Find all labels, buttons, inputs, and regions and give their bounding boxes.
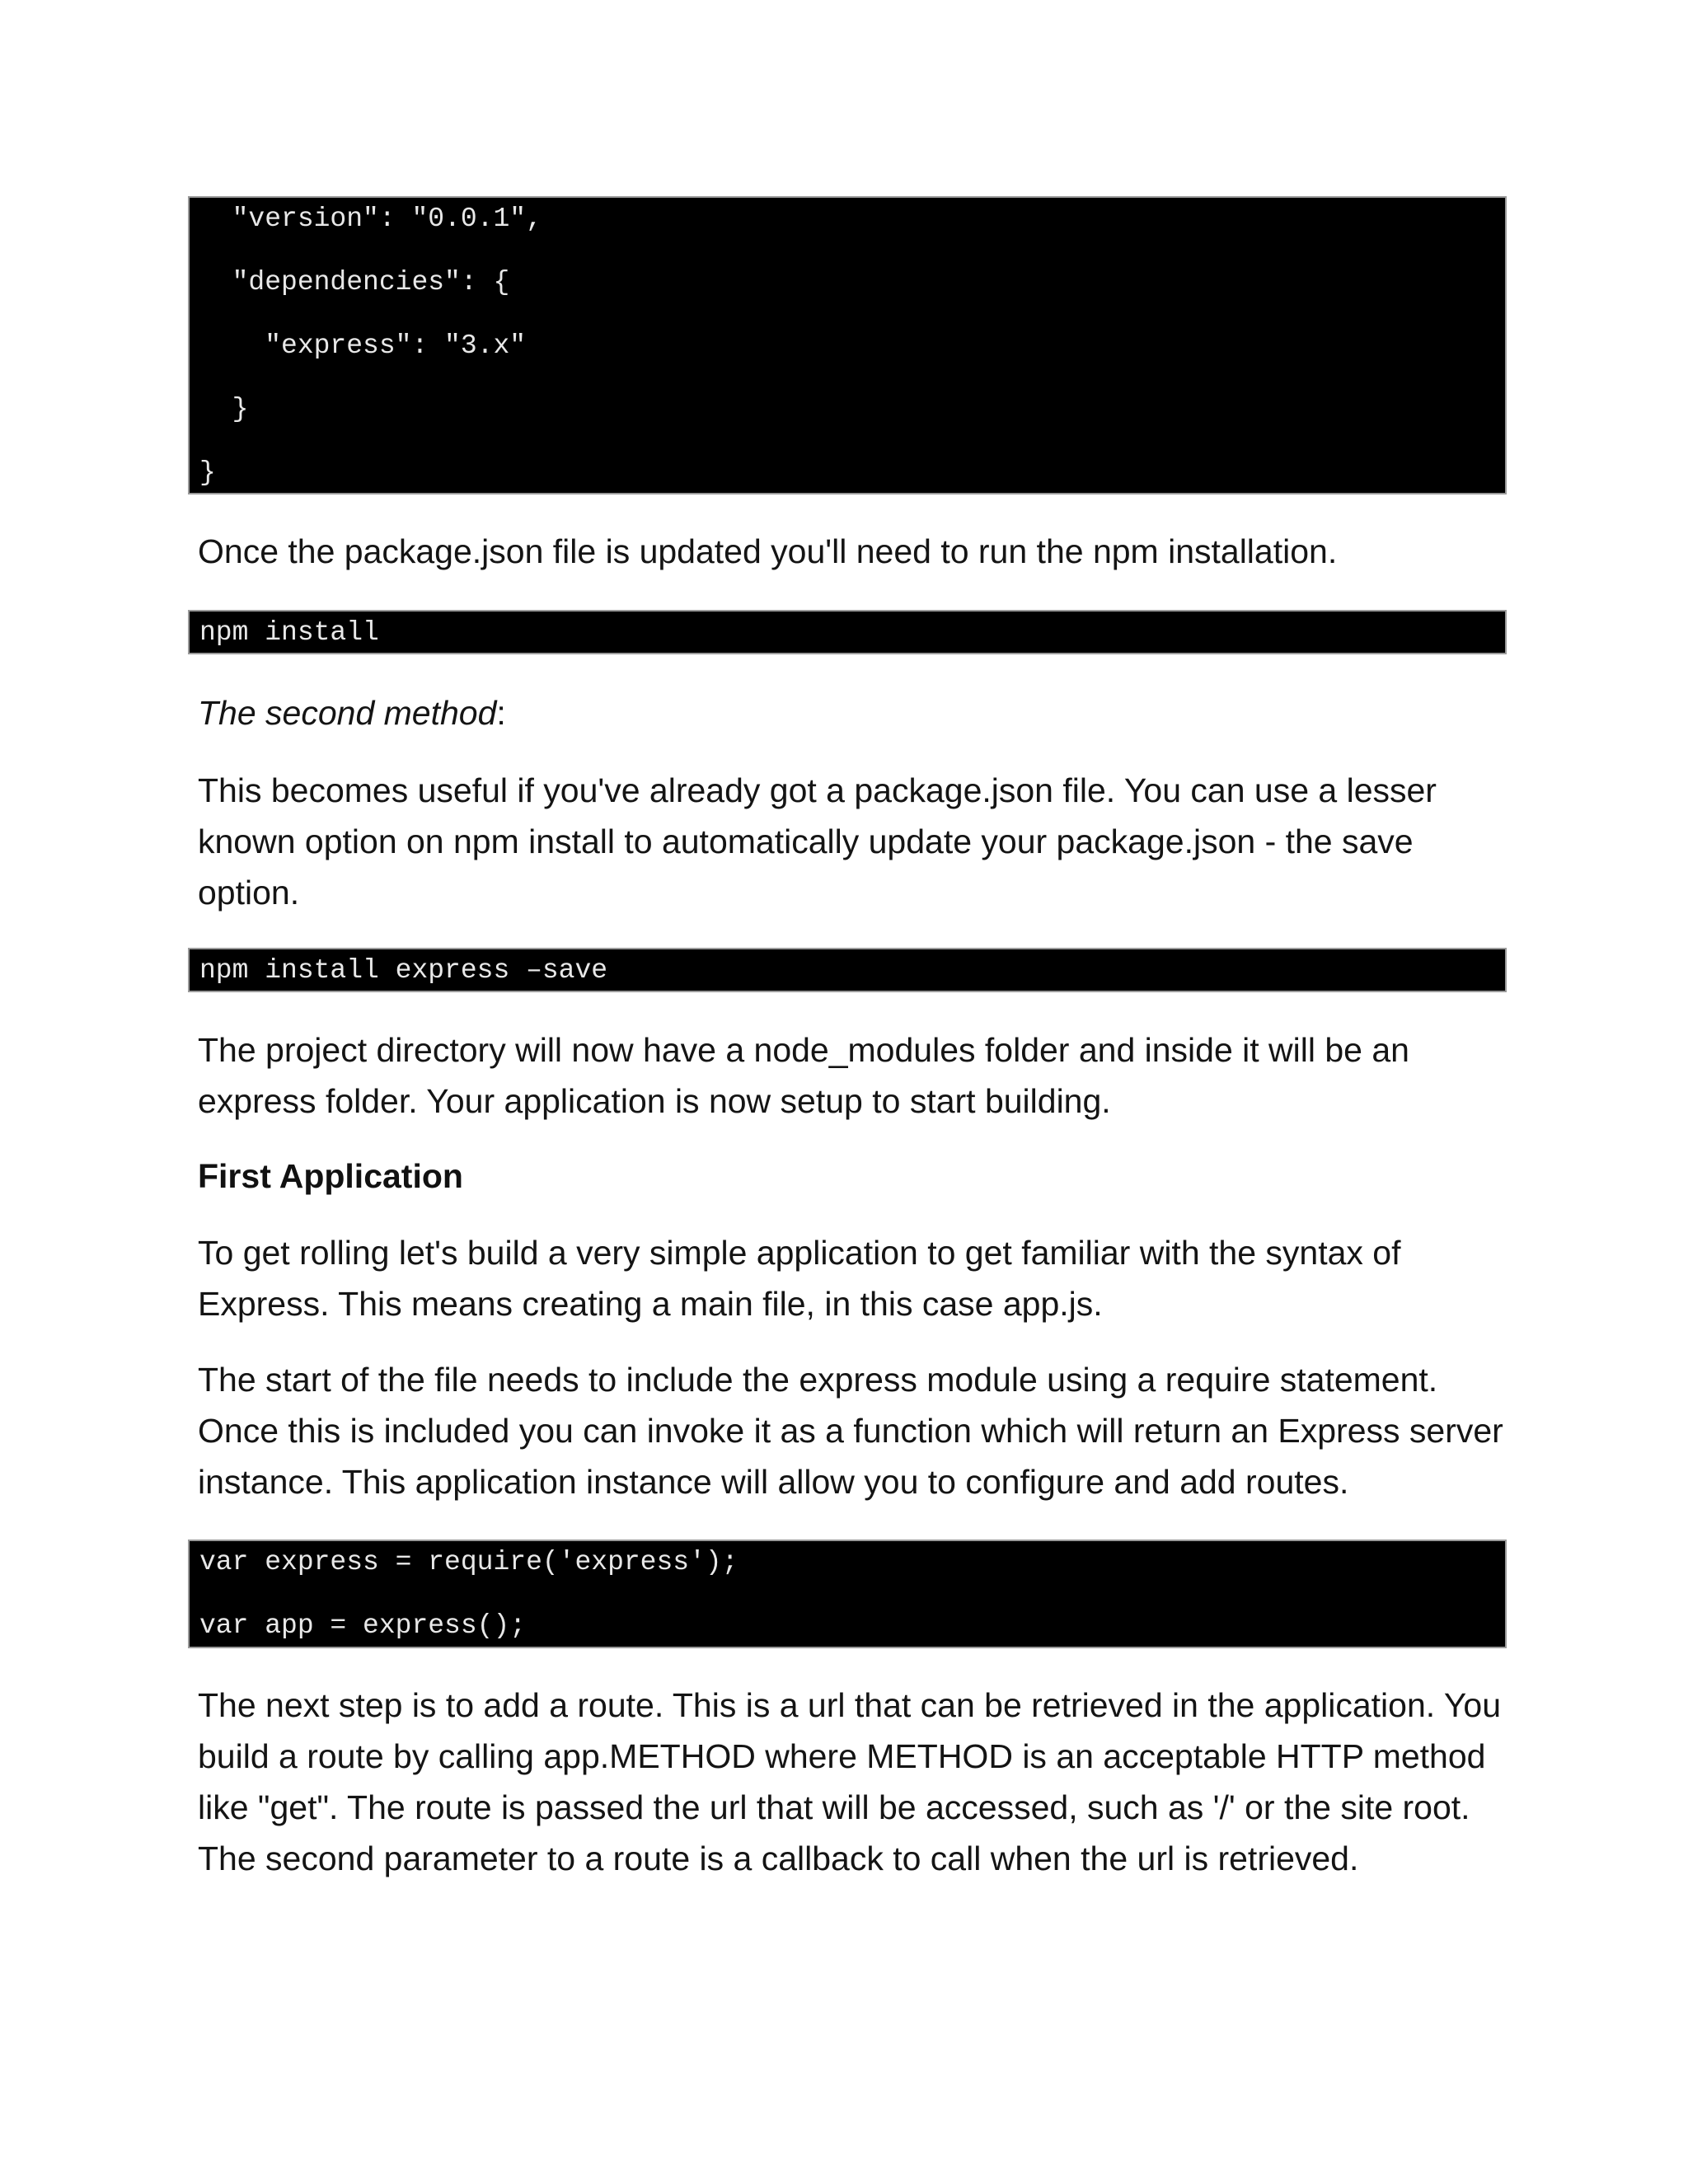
code-block-npm-install	[188, 610, 1507, 654]
text-line: Express. This means creating a main file, in this case app.js.	[198, 1285, 1103, 1323]
text-line: The start of the file needs to include the express module using a require statement.	[198, 1361, 1438, 1399]
second-method-label	[198, 687, 1517, 738]
code-line: var app = express();	[199, 1610, 527, 1641]
text-line: The project directory will now have a node_modules folder and inside it will be an	[198, 1031, 1409, 1069]
text-line: This becomes useful if you've already got a package.json file. You can use a lesser	[198, 771, 1437, 809]
paragraph-second-method	[198, 765, 1517, 918]
paragraph-after-save	[198, 1024, 1517, 1127]
text-line: The next step is to add a route. This is a url that can be retrieved in the application. You	[198, 1686, 1502, 1724]
code-line: var express = require('express');	[199, 1547, 738, 1577]
text-line: known option on npm install to automatically update your package.json - the save	[198, 823, 1414, 860]
paragraph-first-app-intro	[198, 1227, 1517, 1329]
second-method-colon: :	[496, 694, 506, 732]
code-line: }	[199, 457, 216, 488]
code-block-package-json	[188, 196, 1507, 494]
section-heading-first-application: First Application	[198, 1157, 463, 1195]
text-line: like "get". The route is passed the url that will be accessed, such as '/' or the site root.	[198, 1788, 1470, 1826]
text-line: Once this is included you can invoke it as a function which will return an Express server	[198, 1412, 1503, 1450]
code-block-npm-install-save	[188, 948, 1507, 992]
text-line: instance. This application instance will allow you to configure and add routes.	[198, 1463, 1349, 1501]
text-line: To get rolling let's build a very simple application to get familiar with the syntax of	[198, 1234, 1401, 1272]
code-line: }	[199, 394, 249, 424]
text-line: option.	[198, 874, 300, 912]
text-line: express folder. Your application is now setup to start building.	[198, 1082, 1111, 1120]
code-line: "dependencies": {	[199, 267, 510, 298]
paragraph-after-package-json: Once the package.json file is updated you'll need to run the npm installation.	[198, 532, 1338, 570]
code-line: "express": "3.x"	[199, 330, 527, 361]
paragraph-route-explanation	[198, 1680, 1517, 1884]
paragraph-require-explanation	[198, 1354, 1517, 1507]
code-block-app-setup	[188, 1540, 1507, 1648]
code-line: "version": "0.0.1",	[199, 204, 542, 234]
text-line: The second parameter to a route is a callback to call when the url is retrieved.	[198, 1840, 1359, 1877]
code-line: npm install	[199, 617, 379, 648]
code-line: npm install express –save	[199, 955, 608, 986]
second-method-label-text: The second method	[198, 694, 497, 732]
text-line: build a route by calling app.METHOD where METHOD is an acceptable HTTP method	[198, 1737, 1486, 1775]
